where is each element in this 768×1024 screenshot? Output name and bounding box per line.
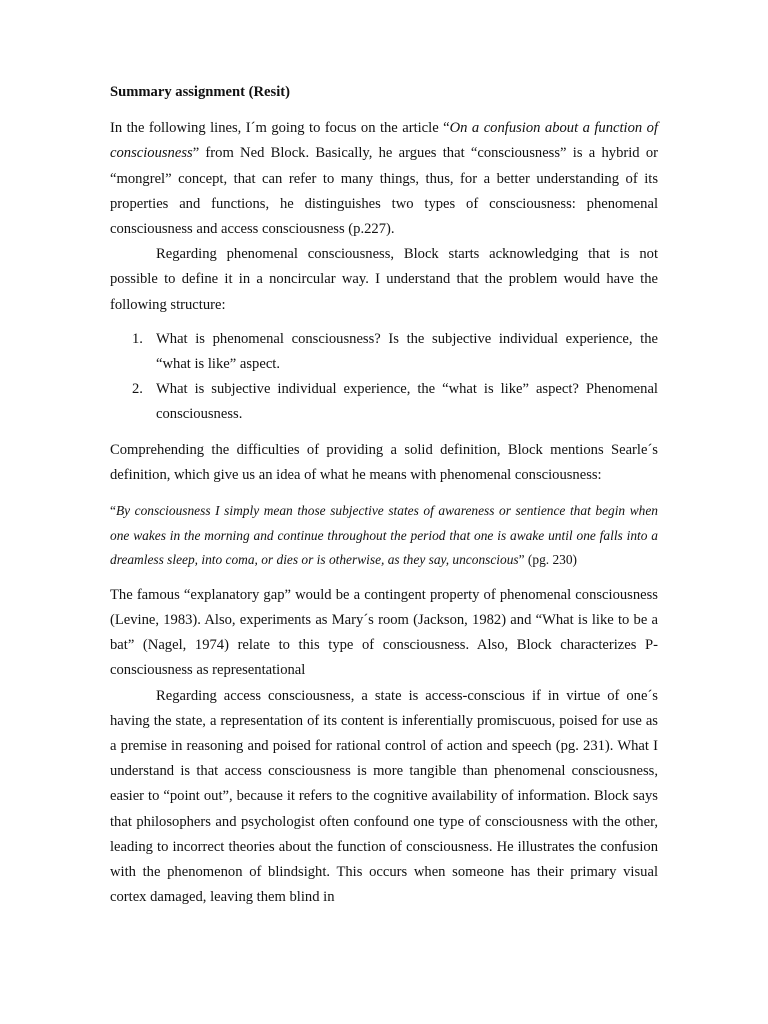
list-item (110, 327, 658, 377)
quote-text: By consciousness I simply mean those subjective states of awareness or sentience that begin when one wakes in the morning and continue throughout the period that one is awake until one falls into a dreamless sleep, into coma, or dies or is otherwise, as they say, unconscious (110, 503, 658, 568)
intro-text-start: In the following lines, I´m going to focus on the article “ (110, 120, 450, 137)
list-item (110, 377, 658, 427)
list-item-text: What is phenomenal consciousness? Is the subjective individual experience, the “what is like” aspect. (156, 330, 658, 373)
paragraph-explanatory-gap: The famous “explanatory gap” would be a contingent property of phenomenal consciousness (Levine, 1983). Also, experiments as Mary´s room (Jackson, 1982) and “What is like to be a bat” (Nagel, 1974) relate to this type of consciousness. Also, Block characterizes P-consciousness as representational (110, 586, 658, 679)
quote-citation: ” (pg. 230) (518, 552, 578, 568)
numbered-list (110, 327, 658, 428)
paragraph-access: Regarding access consciousness, a state is access-conscious if in virtue of one´s having the state, a representation of its content is inferentially promiscuous, poised for use as a premise in reasoning and poised for rational control of action and speech (pg. 231). What I understand is that access consciousness is more tangible than phenomenal consciousness, easier to “point out”, because it refers to the cognitive availability of information. Block says that philosophers and psychologist often confound one type of consciousness with the other, leading to incorrect theories about the function of consciousness. He illustrates the confusion with the phenomenon of blindsight. This occurs when someone has their primary visual cortex damaged, leaving them blind in (110, 687, 658, 906)
list-item-number: 1. (132, 330, 143, 347)
list-item-number: 2. (132, 381, 143, 398)
document-title: Summary assignment (Resit) (110, 84, 290, 100)
paragraph-searle: Comprehending the difficulties of providing a solid definition, Block mentions Searle´s definition, which give us an idea of what he means with phenomenal consciousness: (110, 441, 658, 483)
article-title: On a confusion about a function of consciousness (110, 120, 658, 162)
paragraph-phenomenal: Regarding phenomenal consciousness, Block starts acknowledging that is not possible to define it in a noncircular way. I understand that the problem would have the following structure: (110, 246, 658, 313)
list-item-text: What is subjective individual experience, the “what is like” aspect? Phenomenal consciousness. (156, 381, 658, 423)
quote-open-mark: “ (110, 503, 116, 519)
document-body (110, 80, 658, 910)
block-quote (110, 499, 658, 573)
paragraph-intro (110, 116, 658, 242)
intro-text-end: ” from Ned Block. Basically, he argues that “consciousness” is a hybrid or “mongrel” concept, that can refer to many things, thus, for a better understanding of its properties and functions, he distinguishes two types of consciousness: phenomenal consciousness and access consciousness (p.227). (110, 145, 658, 238)
